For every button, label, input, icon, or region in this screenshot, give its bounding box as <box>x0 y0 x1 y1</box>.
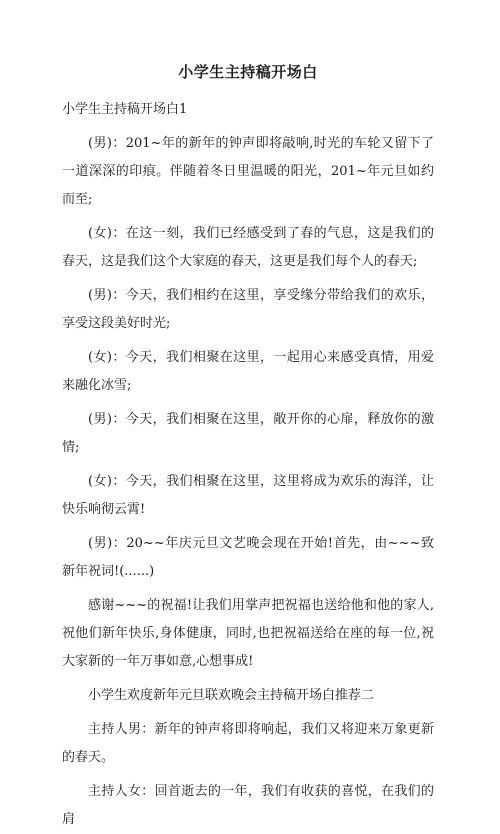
paragraph: (男)：20~~年庆元旦文艺晚会现在开始!首先，由~~~致新年祝词!(......) <box>62 536 434 579</box>
document-title: 小学生主持稿开场白 <box>178 63 318 81</box>
paragraph: (男)：今天，我们相聚在这里，敞开你的心扉，释放你的激情; <box>62 412 434 455</box>
paragraph: 感谢~~~的祝福!让我们用掌声把祝福也送给他和他的家人,祝他们新年快乐,身体健康，同时,也把祝福送给在座的每一位,祝大家新的一年万事如意,心想事成! <box>62 598 434 669</box>
paragraph: (女)：在这一刻，我们已经感受到了春的气息，这是我们的春天，这是我们这个大家庭的春天，这更是我们每个人的春天; <box>62 226 434 269</box>
paragraph: 主持人男：新年的钟声将即将响起，我们又将迎来万象更新的春天。 <box>62 722 434 765</box>
document-subtitle: 小学生主持稿开场白1 <box>62 102 188 117</box>
paragraph: 主持人女：回首逝去的一年，我们有收获的喜悦，在我们的肩 <box>62 784 434 827</box>
paragraph: (女)：今天，我们相聚在这里，一起用心来感受真情，用爱来融化冰雪; <box>62 350 434 393</box>
paragraph: (男)：今天，我们相约在这里，享受缘分带给我们的欢乐，享受这段美好时光; <box>62 288 434 331</box>
paragraph: (男)：201~年的新年的钟声即将敲响,时光的车轮又留下了一道深深的印痕。伴随着冬日里温暖的阳光，201~年元旦如约而至; <box>62 136 434 207</box>
paragraph: (女)：今天，我们相聚在这里，这里将成为欢乐的海洋，让快乐响彻云霄! <box>62 474 434 517</box>
section-heading: 小学生欢度新年元旦联欢晚会主持稿开场白推荐二 <box>88 688 375 703</box>
